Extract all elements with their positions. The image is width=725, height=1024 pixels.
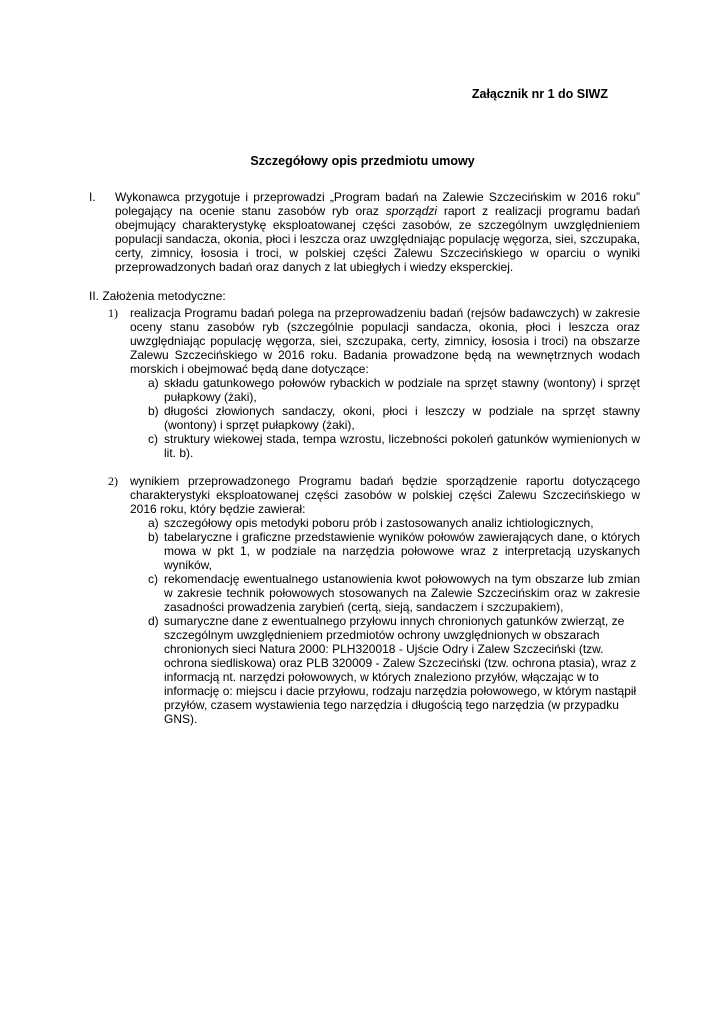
sub-item-2d-text: sumaryczne dane z ewentualnego przyłowu innych chronionych gatunków zwierząt, ze szczególnym uwzględnieniem przedmiotów ochrony uwzględnionych w obszarach chronionych sieci Natura 2000: PLH320018 - Ujście Odry i Zalew Szczeciński (tzw. ochrona siedliskowa) oraz PLB 320009 - Zalew Szczeciński (tzw. ochrona ptasia), wraz z informacją nt. narzędzi połowowych, w których znaleziono przyłów, włączając w to informację o: miejscu i dacie przyłowu, rodzaju narzędzia połowowego, w którym nastąpił przyłów, czasem wystawienia tego narzędzia i długością tego narzędzia (w przypadku GNS).	[164, 614, 637, 726]
sub-item-1a-label: a)	[148, 376, 159, 390]
section-1	[89, 190, 640, 274]
section-2-heading: II. Założenia metodyczne:	[89, 289, 226, 303]
attachment-label: Załącznik nr 1 do SIWZ	[471, 87, 608, 101]
list-item-1-text: realizacja Programu badań polega na przeprowadzeniu badań (rejsów badawczych) w zakresie oceny stanu zasobów ryb (szczególnie populacji sandacza, okonia, płoci i leszcza oraz uwzględniając populację węgorza, siei, szczupaka, certy, zimnicy, łososia i troci) na obszarze Zalewu Szczecińskiego w 2016 roku. Badania prowadzone będą na wewnętrznych wodach morskich i obejmować będą dane dotyczące:	[130, 306, 640, 376]
section-1-number: I.	[89, 190, 96, 204]
sub-item-2d-label: d)	[148, 614, 159, 628]
list-item-2	[106, 474, 640, 726]
list-item-1	[106, 306, 640, 460]
list-item-2-number: 2)	[108, 474, 118, 488]
sub-item-2c-label: c)	[148, 572, 158, 586]
section-1-text-after: raport z realizacji programu badań obejmujący charakterystykę eksploatowanej części zasobów, ze szczególnym uwzględnieniem populacji sandacza, okonia, płoci i leszcza oraz uwzględniając populację węgorza, siei, szczupaka, certy, zimnicy, łososia i troci, w polskiej części Zalewu Szczecińskiego w oparciu o wyniki przeprowadzonych badań oraz danych z lat ubiegłych i wiedzy eksperckiej.	[115, 204, 640, 274]
sub-item-2d	[148, 614, 640, 726]
document-title: Szczegółowy opis przedmiotu umowy	[250, 154, 475, 168]
sub-item-2a	[148, 516, 640, 530]
sub-item-2b-label: b)	[148, 530, 159, 544]
list-item-2-text: wynikiem przeprowadzonego Programu badań będzie sporządzenie raportu dotyczącego charakterystyki eksploatowanej części zasobów w polskiej części Zalewu Szczecińskiego w 2016 roku, który będzie zawierał:	[130, 474, 640, 516]
sub-item-2b-text: tabelaryczne i graficzne przedstawienie wyników połowów zawierających dane, o których mowa w pkt 1, w podziale na narzędzia połowowe wraz z interpretacją uzyskanych wyników,	[164, 530, 640, 572]
section-2-items	[89, 306, 640, 726]
sub-item-1c-label: c)	[148, 432, 158, 446]
sub-item-2a-text: szczegółowy opis metodyki poboru prób i zastosowanych analiz ichtiologicznych,	[164, 516, 594, 530]
sub-item-1c-text: struktury wiekowej stada, tempa wzrostu, liczebności pokoleń gatunków wymienionych w lit. b).	[164, 432, 640, 460]
section-1-text	[115, 190, 640, 274]
sub-item-1a	[148, 376, 640, 404]
list-item-1-number: 1)	[108, 306, 118, 320]
sub-item-2a-label: a)	[148, 516, 159, 530]
document-body	[89, 190, 640, 726]
sub-item-2b	[148, 530, 640, 572]
sub-item-1a-text: składu gatunkowego połowów rybackich w podziale na sprzęt stawny (wontony) i sprzęt pułapkowy (żaki),	[164, 376, 640, 404]
section-1-text-before: Wykonawca przygotuje i przeprowadzi „Program badań na Zalewie Szczecińskim w 2016 roku” polegający na ocenie stanu zasobów ryb oraz	[115, 190, 640, 218]
sub-item-1b	[148, 404, 640, 432]
sub-item-1c	[148, 432, 640, 460]
sub-item-2c	[148, 572, 640, 614]
section-1-emphasis: sporządzi	[385, 204, 438, 218]
sub-item-1b-label: b)	[148, 404, 159, 418]
sub-item-2c-text: rekomendację ewentualnego ustanowienia kwot połowowych na tym obszarze lub zmian w zakresie technik połowowych stosowanych na Zalewie Szczecińskim oraz w zakresie zasadności prowadzenia zarybień (certą, sieją, sandaczem i szczupakiem),	[164, 572, 640, 614]
sub-item-1b-text: długości złowionych sandaczy, okoni, płoci i leszczy w podziale na sprzęt stawny (wontony) i sprzęt pułapkowy (żaki),	[164, 404, 640, 432]
